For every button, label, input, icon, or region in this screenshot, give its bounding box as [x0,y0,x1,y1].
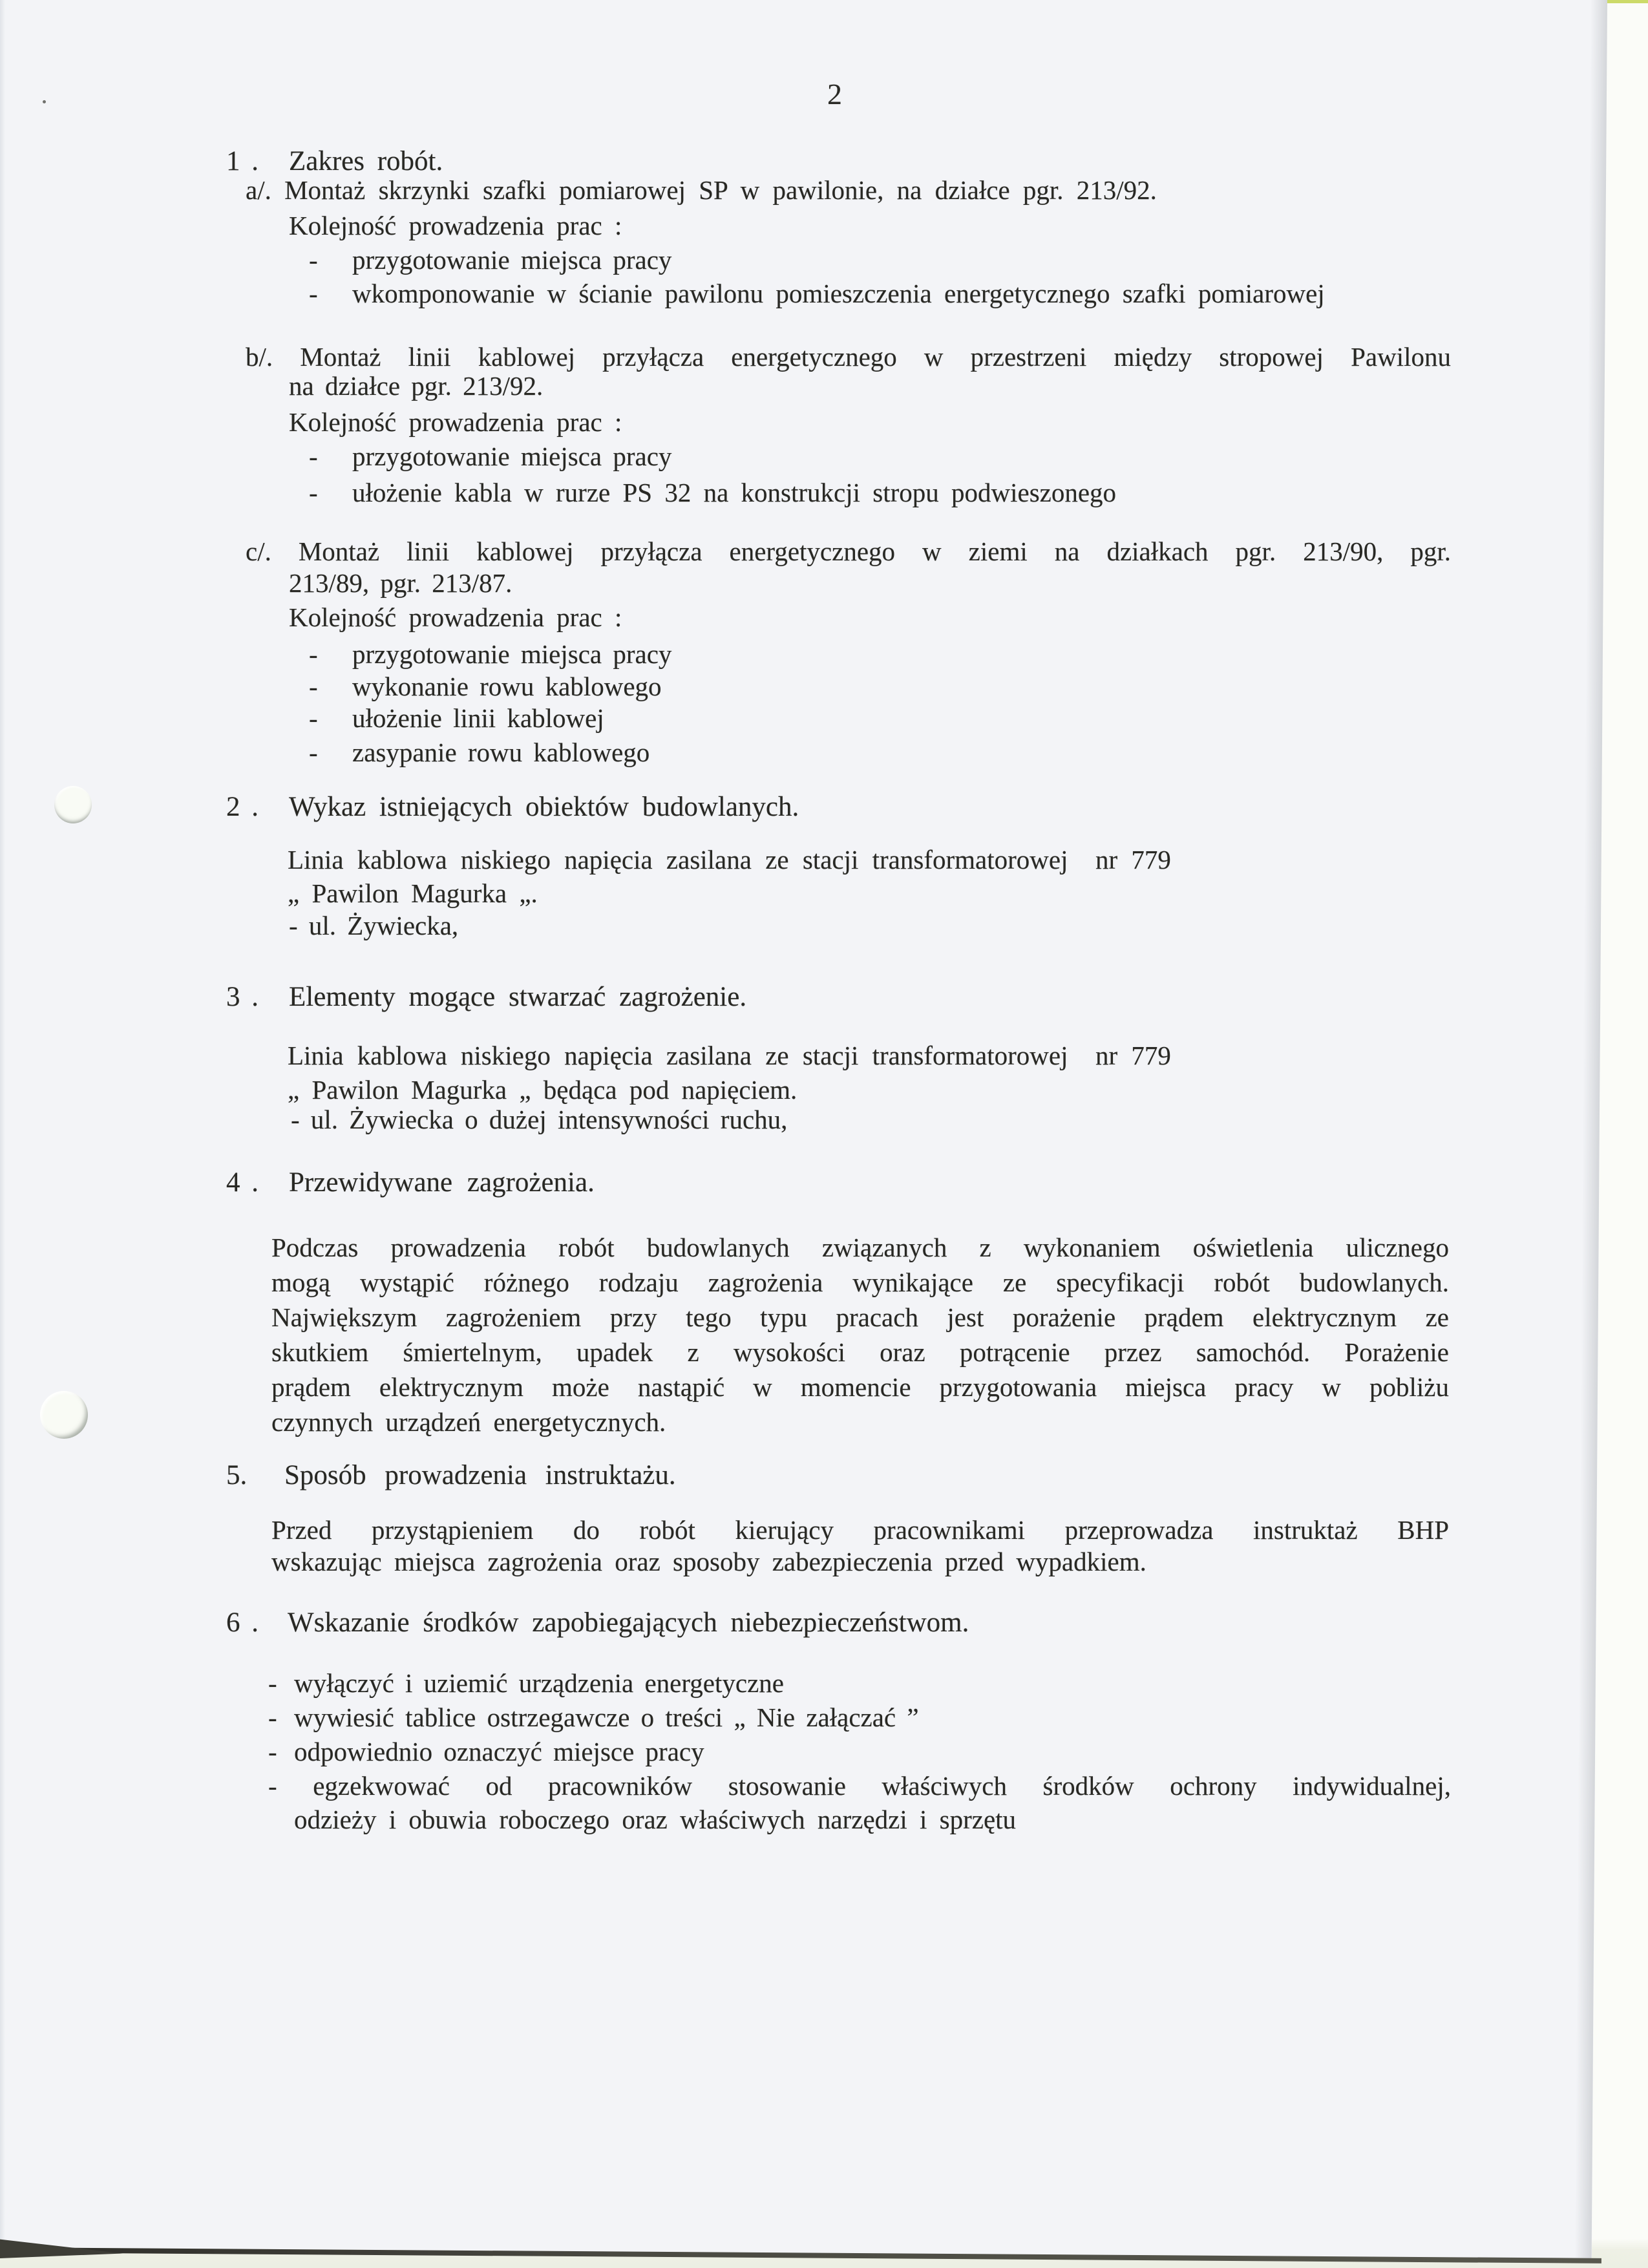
paragraph-line: Podczas prowadzenia robót budowlanych związanych z wykonaniem oświetlenia ulicznego [271,1233,1449,1262]
section-1-title: Zakres robót. [289,146,443,176]
paragraph-line: wskazując miejsca zagrożenia oraz sposoby zabezpieczenia przed wypadkiem. [271,1547,1146,1576]
dash-bullet: - [309,245,318,275]
list-item [268,1702,919,1733]
section-1b-kolejnosc: Kolejność prowadzenia prac : [289,407,622,437]
section-1c-line1: c/. Montaż linii kablowej przyłącza energetycznego w ziemi na działkach pgr. 213/90, pgr. [246,536,1451,566]
section-5-number: 5. [226,1460,248,1490]
section-5-title: Sposób prowadzenia instruktażu. [284,1460,676,1490]
paragraph-line: Największym zagrożeniem przy tego typu pracach jest porażenie prądem elektrycznym ze [271,1302,1449,1332]
section-6-number: 6 . [226,1607,259,1638]
dash-bullet: - [268,1737,277,1766]
punch-hole-bottom [40,1391,88,1439]
list-item-text: ułożenie kabla w rurze PS 32 na konstrukcji stropu podwieszonego [352,478,1117,507]
list-item-text: zasypanie rowu kablowego [352,737,650,767]
list-item-text: przygotowanie miejsca pracy [352,639,672,669]
dash-bullet: - [309,478,318,507]
section-1a-kolejnosc: Kolejność prowadzenia prac : [289,211,622,240]
list-item [268,1770,1451,1802]
section-3-number: 3 . [226,982,259,1012]
section-1c-line2: 213/89, pgr. 213/87. [289,568,512,598]
list-item-text: ułożenie linii kablowej [352,703,604,733]
section-6-title: Wskazanie środków zapobiegających niebezpieczeństwom. [288,1607,969,1638]
scan-edge-top-right [1605,0,1648,3]
section-1b-line1: b/. Montaż linii kablowej przyłącza energetycznego w przestrzeni między stropowej Pawilonu [246,342,1451,372]
paragraph-line: prądem elektrycznym może nastąpić w momencie przygotowania miejsca pracy w pobliżu [271,1372,1449,1402]
dash-bullet: - [309,279,318,308]
page-number: 2 [827,78,842,111]
section-3-line: - ul. Żywiecka o dużej intensywności ruchu, [291,1105,788,1134]
punch-hole-top [54,786,92,823]
list-item [309,639,671,670]
list-item [268,1668,784,1699]
paragraph-line: skutkiem śmiertelnym, upadek z wysokości oraz potrącenie przez samochód. Porażenie [271,1337,1449,1367]
dash-bullet: - [309,737,318,767]
list-item-text: odpowiednio oznaczyć miejsce pracy [294,1737,704,1766]
section-1-number: 1 . [226,146,259,176]
paragraph-line: mogą wystąpić różnego rodzaju zagrożenia wynikające ze specyfikacji robót budowlanych. [271,1267,1449,1297]
section-2-title: Wykaz istniejących obiektów budowlanych. [289,792,799,822]
list-item [309,441,671,472]
list-item [309,703,604,734]
list-item [309,278,1325,310]
section-3-line: Linia kablowa niskiego napięcia zasilana ze stacji transformatorowej nr 779 [288,1041,1171,1070]
list-item [309,244,671,276]
section-4-title: Przewidywane zagrożenia. [289,1167,595,1198]
section-1a-line: a/. Montaż skrzynki szafki pomiarowej SP w pawilonie, na działce pgr. 213/92. [246,175,1157,205]
list-item-text: wywiesić tablice ostrzegawcze o treści „ Nie załączać ” [294,1702,919,1732]
list-item-text: przygotowanie miejsca pracy [352,441,672,471]
paper-left-edge-shading [0,0,5,2247]
section-3-title: Elementy mogące stwarzać zagrożenie. [289,982,747,1012]
list-item-continuation: odzieży i obuwia roboczego oraz właściwych narzędzi i sprzętu [294,1805,1017,1834]
section-4-number: 4 . [226,1167,259,1198]
list-item-text: wkomponowanie w ścianie pawilonu pomieszczenia energetycznego szafki pomiarowej [352,279,1325,308]
list-item [309,737,650,768]
list-item-text: przygotowanie miejsca pracy [352,245,672,275]
section-3-line: „ Pawilon Magurka „ będąca pod napięciem. [288,1075,798,1105]
section-2-line: Linia kablowa niskiego napięcia zasilana ze stacji transformatorowej nr 779 [288,845,1171,874]
section-1b-line2: na działce pgr. 213/92. [289,371,544,401]
section-2-line: - ul. Żywiecka, [289,911,459,940]
list-item [309,477,1116,509]
section-2-line: „ Pawilon Magurka „. [288,878,538,908]
dash-bullet: - [309,441,318,471]
list-item-text: wykonanie rowu kablowego [352,672,662,701]
list-item [309,671,662,703]
scan-speck [43,100,46,103]
list-item-text: egzekwować od pracowników stosowanie właściwych środków ochrony indywidualnej, [313,1771,1452,1801]
paragraph-line: czynnych urządzeń energetycznych. [271,1407,666,1437]
dash-bullet: - [268,1668,277,1698]
section-2-number: 2 . [226,792,259,822]
dash-bullet: - [309,639,318,669]
paragraph-line: Przed przystąpieniem do robót kierujący pracownikami przeprowadza instruktaż BHP [271,1515,1449,1545]
dash-bullet: - [268,1702,277,1732]
dash-bullet: - [268,1771,277,1801]
dash-bullet: - [309,703,318,733]
list-item [268,1736,704,1768]
section-1c-kolejnosc: Kolejność prowadzenia prac : [289,602,622,632]
list-item-text: wyłączyć i uziemić urządzenia energetyczne [294,1668,784,1698]
dash-bullet: - [309,672,318,701]
